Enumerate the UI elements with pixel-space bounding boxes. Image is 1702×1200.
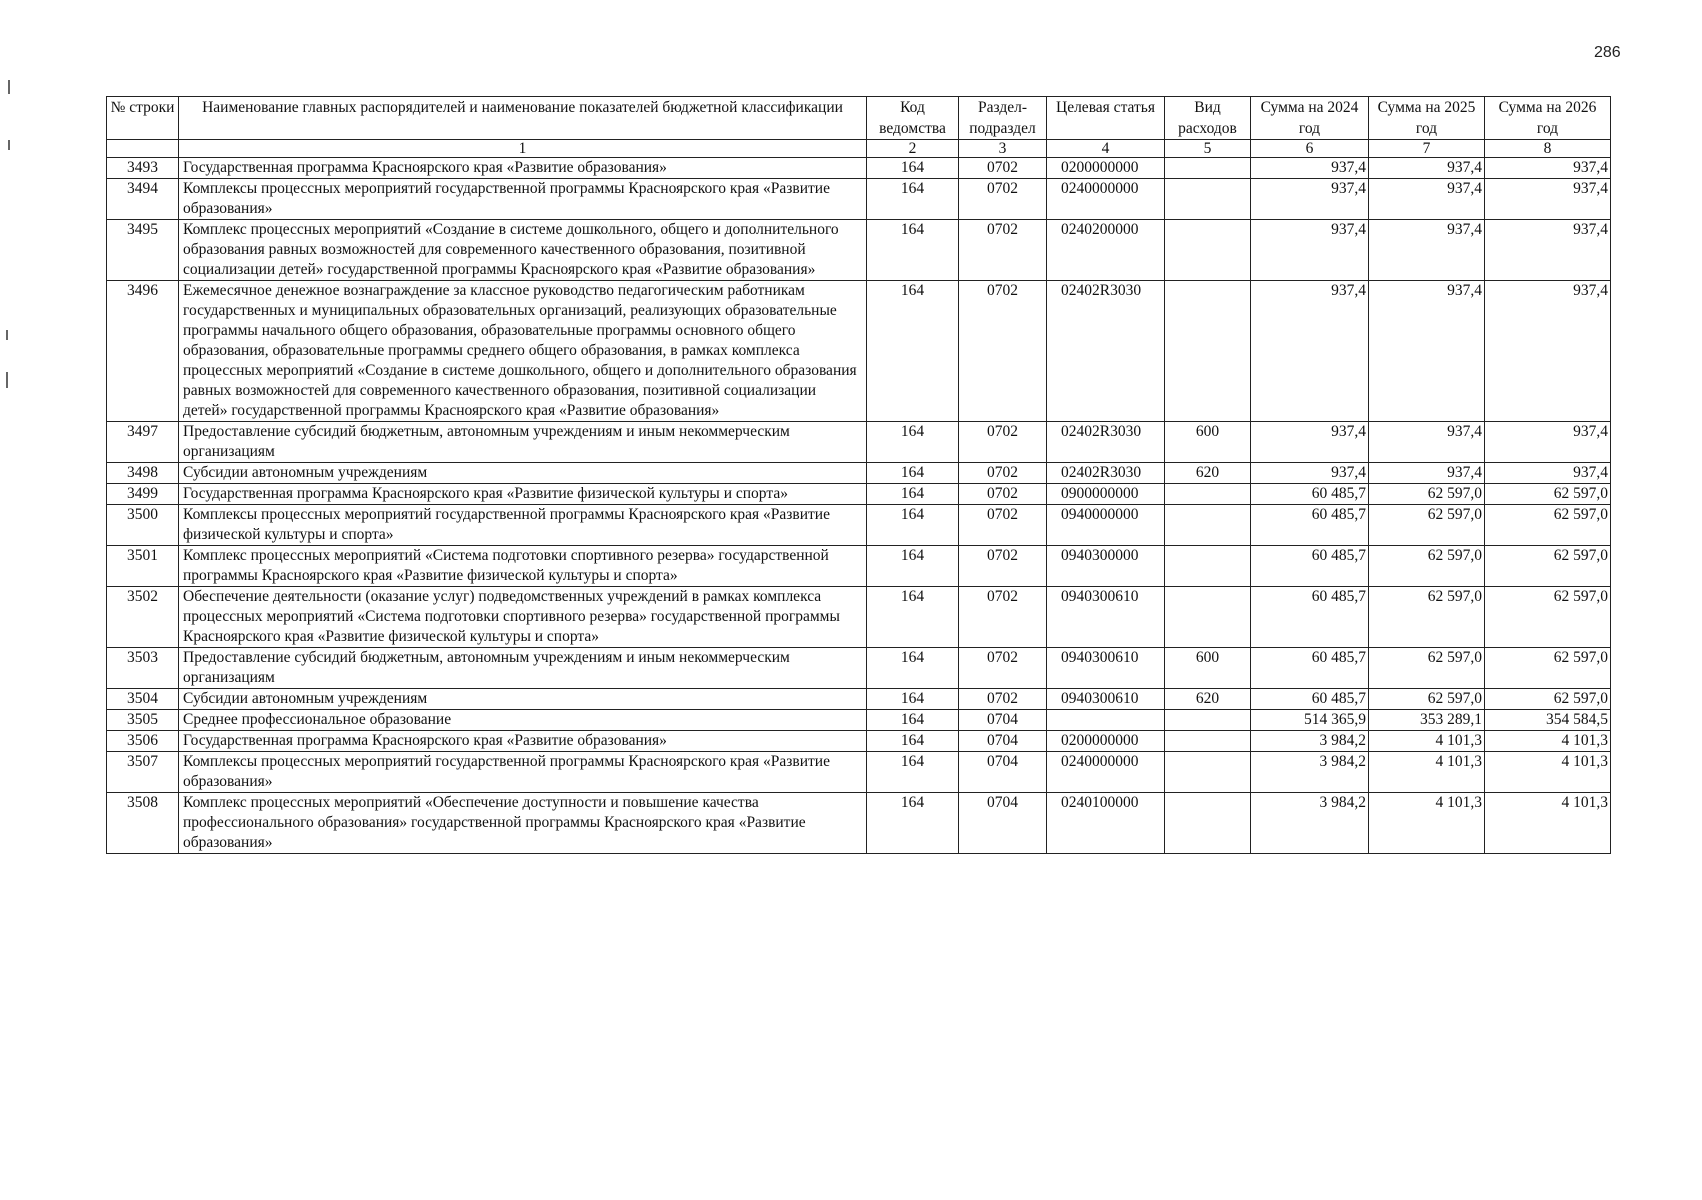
table-row <box>107 158 1611 179</box>
row-razd: 0702 <box>959 179 1047 220</box>
row-ved: 164 <box>867 484 959 505</box>
row-razd: 0702 <box>959 689 1047 710</box>
col-number: 5 <box>1165 140 1251 158</box>
row-cel: 0940000000 <box>1047 505 1165 546</box>
row-number: 3498 <box>107 463 179 484</box>
header-row <box>107 97 1611 140</box>
row-razd: 0704 <box>959 752 1047 793</box>
table-row <box>107 179 1611 220</box>
scan-artifact <box>8 140 10 150</box>
row-number: 3508 <box>107 793 179 854</box>
row-sum-2024: 3 984,2 <box>1251 752 1369 793</box>
header-cel: Целевая статья <box>1047 97 1165 140</box>
row-ved: 164 <box>867 179 959 220</box>
table-row <box>107 731 1611 752</box>
table-row <box>107 648 1611 689</box>
row-number: 3500 <box>107 505 179 546</box>
row-sum-2025: 62 597,0 <box>1369 484 1485 505</box>
column-number-row <box>107 140 1611 158</box>
header-vid: Вид расходов <box>1165 97 1251 140</box>
row-cel: 0240200000 <box>1047 220 1165 281</box>
table-body <box>107 158 1611 854</box>
row-cel: 0940300610 <box>1047 587 1165 648</box>
row-cel: 0940300610 <box>1047 689 1165 710</box>
row-razd: 0702 <box>959 484 1047 505</box>
page-number: 286 <box>1594 44 1621 61</box>
row-sum-2025: 937,4 <box>1369 158 1485 179</box>
row-name: Комплексы процессных мероприятий государственной программы Красноярского края «Развитие физической культуры и спорта» <box>179 505 867 546</box>
row-cel: 0900000000 <box>1047 484 1165 505</box>
table-row <box>107 463 1611 484</box>
row-sum-2024: 937,4 <box>1251 179 1369 220</box>
row-sum-2026: 62 597,0 <box>1485 505 1611 546</box>
row-number: 3502 <box>107 587 179 648</box>
row-sum-2026: 937,4 <box>1485 158 1611 179</box>
row-ved: 164 <box>867 752 959 793</box>
row-razd: 0702 <box>959 422 1047 463</box>
row-ved: 164 <box>867 587 959 648</box>
row-sum-2026: 4 101,3 <box>1485 731 1611 752</box>
header-s2025: Сумма на 2025 год <box>1369 97 1485 140</box>
header-s2024: Сумма на 2024 год <box>1251 97 1369 140</box>
row-name: Государственная программа Красноярского края «Развитие образования» <box>179 731 867 752</box>
row-sum-2024: 937,4 <box>1251 463 1369 484</box>
row-vid <box>1165 281 1251 422</box>
row-sum-2025: 937,4 <box>1369 179 1485 220</box>
row-razd: 0702 <box>959 281 1047 422</box>
row-sum-2024: 937,4 <box>1251 281 1369 422</box>
row-name: Предоставление субсидий бюджетным, автономным учреждениям и иным некоммерческим организациям <box>179 422 867 463</box>
row-sum-2026: 937,4 <box>1485 220 1611 281</box>
row-cel: 0940300000 <box>1047 546 1165 587</box>
row-number: 3504 <box>107 689 179 710</box>
col-number: 7 <box>1369 140 1485 158</box>
row-ved: 164 <box>867 281 959 422</box>
row-cel: 02402R3030 <box>1047 463 1165 484</box>
row-sum-2026: 62 597,0 <box>1485 587 1611 648</box>
col-number: 2 <box>867 140 959 158</box>
row-number: 3506 <box>107 731 179 752</box>
row-cel: 0200000000 <box>1047 158 1165 179</box>
row-name: Комплексы процессных мероприятий государственной программы Красноярского края «Развитие образования» <box>179 179 867 220</box>
row-sum-2025: 62 597,0 <box>1369 587 1485 648</box>
budget-table <box>106 96 1611 854</box>
row-sum-2025: 62 597,0 <box>1369 689 1485 710</box>
scan-artifact <box>6 372 8 388</box>
row-cel: 0940300610 <box>1047 648 1165 689</box>
row-razd: 0702 <box>959 505 1047 546</box>
row-ved: 164 <box>867 546 959 587</box>
row-vid <box>1165 546 1251 587</box>
row-sum-2025: 937,4 <box>1369 463 1485 484</box>
row-sum-2024: 937,4 <box>1251 158 1369 179</box>
col-number: 3 <box>959 140 1047 158</box>
row-sum-2025: 62 597,0 <box>1369 648 1485 689</box>
row-number: 3495 <box>107 220 179 281</box>
row-number: 3505 <box>107 710 179 731</box>
row-sum-2025: 937,4 <box>1369 422 1485 463</box>
row-vid <box>1165 587 1251 648</box>
row-sum-2024: 937,4 <box>1251 220 1369 281</box>
row-sum-2025: 353 289,1 <box>1369 710 1485 731</box>
table-row <box>107 422 1611 463</box>
row-number: 3503 <box>107 648 179 689</box>
row-sum-2024: 60 485,7 <box>1251 689 1369 710</box>
row-ved: 164 <box>867 422 959 463</box>
row-sum-2026: 4 101,3 <box>1485 793 1611 854</box>
col-number: 4 <box>1047 140 1165 158</box>
row-sum-2024: 3 984,2 <box>1251 731 1369 752</box>
row-name: Комплекс процессных мероприятий «Система подготовки спортивного резерва» государственной программы Красноярского края «Развитие физической культуры и спорта» <box>179 546 867 587</box>
table-row <box>107 710 1611 731</box>
row-sum-2026: 62 597,0 <box>1485 648 1611 689</box>
row-name: Среднее профессиональное образование <box>179 710 867 731</box>
row-ved: 164 <box>867 220 959 281</box>
row-sum-2026: 4 101,3 <box>1485 752 1611 793</box>
row-vid <box>1165 793 1251 854</box>
header-razd: Раздел-подраздел <box>959 97 1047 140</box>
row-cel <box>1047 710 1165 731</box>
row-name: Предоставление субсидий бюджетным, автономным учреждениям и иным некоммерческим организациям <box>179 648 867 689</box>
row-name: Комплекс процессных мероприятий «Обеспечение доступности и повышение качества профессионального образования» государственной программы Красноярского края «Развитие образования» <box>179 793 867 854</box>
row-ved: 164 <box>867 793 959 854</box>
scan-artifact <box>8 80 10 94</box>
row-number: 3507 <box>107 752 179 793</box>
table-row <box>107 220 1611 281</box>
row-razd: 0702 <box>959 546 1047 587</box>
row-number: 3497 <box>107 422 179 463</box>
row-ved: 164 <box>867 731 959 752</box>
row-vid <box>1165 220 1251 281</box>
row-number: 3494 <box>107 179 179 220</box>
row-sum-2025: 4 101,3 <box>1369 731 1485 752</box>
row-sum-2026: 62 597,0 <box>1485 546 1611 587</box>
row-ved: 164 <box>867 463 959 484</box>
table-row <box>107 505 1611 546</box>
row-sum-2024: 937,4 <box>1251 422 1369 463</box>
row-sum-2024: 60 485,7 <box>1251 587 1369 648</box>
scan-artifact <box>6 330 8 340</box>
row-sum-2024: 60 485,7 <box>1251 648 1369 689</box>
row-sum-2025: 4 101,3 <box>1369 793 1485 854</box>
row-vid <box>1165 158 1251 179</box>
row-sum-2026: 354 584,5 <box>1485 710 1611 731</box>
table-row <box>107 484 1611 505</box>
row-vid <box>1165 179 1251 220</box>
row-sum-2024: 60 485,7 <box>1251 546 1369 587</box>
row-cel: 0240000000 <box>1047 179 1165 220</box>
row-razd: 0702 <box>959 220 1047 281</box>
row-vid: 620 <box>1165 463 1251 484</box>
row-vid: 600 <box>1165 648 1251 689</box>
row-ved: 164 <box>867 689 959 710</box>
header-ved: Код ведомства <box>867 97 959 140</box>
row-name: Обеспечение деятельности (оказание услуг) подведомственных учреждений в рамках комплекса процессных мероприятий «Система подготовки спортивного резерва» государственной программы Красноярского края «Развитие физической культуры и спорта» <box>179 587 867 648</box>
row-vid <box>1165 505 1251 546</box>
col-number <box>107 140 179 158</box>
row-sum-2025: 4 101,3 <box>1369 752 1485 793</box>
row-razd: 0702 <box>959 648 1047 689</box>
row-sum-2026: 937,4 <box>1485 281 1611 422</box>
row-sum-2024: 60 485,7 <box>1251 505 1369 546</box>
row-name: Комплексы процессных мероприятий государственной программы Красноярского края «Развитие образования» <box>179 752 867 793</box>
row-razd: 0702 <box>959 587 1047 648</box>
row-name: Комплекс процессных мероприятий «Создание в системе дошкольного, общего и дополнительного образования равных возможностей для современного качественного образования, позитивной социализации детей» государственной программы Красноярского края «Развитие образования» <box>179 220 867 281</box>
row-sum-2026: 62 597,0 <box>1485 484 1611 505</box>
row-number: 3501 <box>107 546 179 587</box>
row-name: Государственная программа Красноярского края «Развитие образования» <box>179 158 867 179</box>
row-sum-2024: 3 984,2 <box>1251 793 1369 854</box>
row-sum-2025: 937,4 <box>1369 281 1485 422</box>
row-vid <box>1165 484 1251 505</box>
row-vid: 620 <box>1165 689 1251 710</box>
header-s2026: Сумма на 2026 год <box>1485 97 1611 140</box>
row-sum-2025: 62 597,0 <box>1369 546 1485 587</box>
col-number: 8 <box>1485 140 1611 158</box>
table-row <box>107 281 1611 422</box>
table-row <box>107 689 1611 710</box>
row-vid <box>1165 710 1251 731</box>
row-name: Государственная программа Красноярского края «Развитие физической культуры и спорта» <box>179 484 867 505</box>
row-sum-2025: 937,4 <box>1369 220 1485 281</box>
row-ved: 164 <box>867 158 959 179</box>
row-cel: 02402R3030 <box>1047 422 1165 463</box>
row-number: 3493 <box>107 158 179 179</box>
row-vid <box>1165 731 1251 752</box>
row-vid <box>1165 752 1251 793</box>
row-razd: 0704 <box>959 793 1047 854</box>
row-sum-2026: 937,4 <box>1485 422 1611 463</box>
row-sum-2026: 937,4 <box>1485 179 1611 220</box>
row-cel: 0240000000 <box>1047 752 1165 793</box>
row-cel: 02402R3030 <box>1047 281 1165 422</box>
row-number: 3496 <box>107 281 179 422</box>
row-sum-2026: 937,4 <box>1485 463 1611 484</box>
row-sum-2024: 60 485,7 <box>1251 484 1369 505</box>
col-number: 1 <box>179 140 867 158</box>
row-name: Субсидии автономным учреждениям <box>179 689 867 710</box>
row-name: Ежемесячное денежное вознаграждение за классное руководство педагогическим работникам государственных и муниципальных образовательных организаций, реализующих образовательные программы начального общего образования, образовательные программы основного общего образования, образовательные программы среднего общего образования, в рамках комплекса процессных мероприятий «Создание в системе дошкольного, общего и дополнительного образования равных возможностей для современного качественного образования, позитивной социализации детей» государственной программы Красноярского края «Развитие образования» <box>179 281 867 422</box>
row-vid: 600 <box>1165 422 1251 463</box>
row-sum-2026: 62 597,0 <box>1485 689 1611 710</box>
table-row <box>107 793 1611 854</box>
table-row <box>107 752 1611 793</box>
table-row <box>107 587 1611 648</box>
table-row <box>107 546 1611 587</box>
row-ved: 164 <box>867 648 959 689</box>
row-cel: 0200000000 <box>1047 731 1165 752</box>
row-number: 3499 <box>107 484 179 505</box>
row-sum-2025: 62 597,0 <box>1369 505 1485 546</box>
row-name: Субсидии автономным учреждениям <box>179 463 867 484</box>
row-razd: 0702 <box>959 158 1047 179</box>
row-cel: 0240100000 <box>1047 793 1165 854</box>
row-ved: 164 <box>867 710 959 731</box>
row-sum-2024: 514 365,9 <box>1251 710 1369 731</box>
col-number: 6 <box>1251 140 1369 158</box>
header-row-no: № строки <box>107 97 179 140</box>
header-name: Наименование главных распорядителей и наименование показателей бюджетной классификации <box>179 97 867 140</box>
row-ved: 164 <box>867 505 959 546</box>
row-razd: 0702 <box>959 463 1047 484</box>
row-razd: 0704 <box>959 710 1047 731</box>
row-razd: 0704 <box>959 731 1047 752</box>
